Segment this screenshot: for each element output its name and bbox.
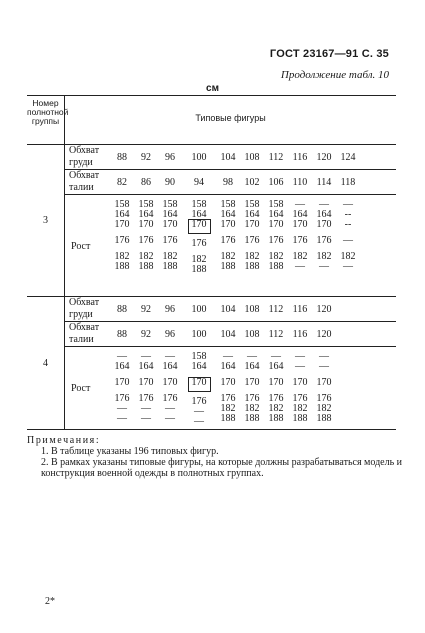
param-label-line: Обхват bbox=[69, 170, 100, 181]
height-value: 170 bbox=[316, 377, 332, 388]
page-number: 2* bbox=[45, 596, 55, 607]
value-cell: 112 bbox=[268, 328, 284, 340]
height-value: 182 bbox=[268, 403, 284, 414]
height-value: — bbox=[295, 199, 305, 210]
value-cell: 114 bbox=[316, 176, 332, 188]
notes-title: Примечания: bbox=[27, 435, 101, 446]
height-value: 164 bbox=[162, 209, 178, 220]
height-value: — bbox=[343, 199, 353, 210]
height-value: — bbox=[271, 351, 281, 362]
height-value: 164 bbox=[114, 209, 130, 220]
height-value: 188 bbox=[292, 413, 308, 424]
value-cell: 124 bbox=[340, 151, 356, 163]
height-value: 182 bbox=[268, 251, 284, 262]
waist-row bbox=[65, 170, 396, 195]
value-cell: 104 bbox=[220, 151, 236, 163]
height-value: 176 bbox=[162, 393, 178, 404]
height-cell bbox=[264, 200, 288, 272]
height-value: 164 bbox=[244, 209, 260, 220]
height-cell bbox=[312, 352, 336, 424]
height-value: — bbox=[295, 351, 305, 362]
group-number: 3 bbox=[27, 145, 65, 296]
param-label-line: талии bbox=[69, 334, 94, 345]
height-value-boxed: 170 bbox=[188, 219, 211, 234]
height-value: 164 bbox=[220, 209, 236, 220]
value-cells bbox=[110, 170, 396, 194]
value-cell: 116 bbox=[292, 151, 308, 163]
height-value: 170 bbox=[162, 377, 178, 388]
group-4 bbox=[27, 297, 396, 430]
height-value: 176 bbox=[316, 393, 332, 404]
param-label bbox=[65, 322, 110, 346]
height-value: — bbox=[295, 261, 305, 272]
notes bbox=[27, 435, 407, 479]
value-cell: 120 bbox=[316, 328, 332, 340]
group-body bbox=[65, 297, 396, 429]
height-value: 176 bbox=[244, 235, 260, 246]
height-value: 158 bbox=[162, 199, 178, 210]
height-value: — bbox=[194, 416, 204, 427]
param-label-line: талии bbox=[69, 182, 94, 193]
height-cell bbox=[158, 200, 182, 272]
height-value: 176 bbox=[292, 393, 308, 404]
height-value: 188 bbox=[138, 261, 154, 272]
height-value: 188 bbox=[244, 261, 260, 272]
height-cell bbox=[182, 352, 216, 427]
height-value: 164 bbox=[268, 209, 284, 220]
height-value: 164 bbox=[138, 209, 154, 220]
height-value: — bbox=[141, 403, 151, 414]
height-value: 176 bbox=[316, 235, 332, 246]
value-cell: 108 bbox=[244, 303, 260, 315]
value-cell: 88 bbox=[117, 303, 127, 315]
height-value: 182 bbox=[244, 251, 260, 262]
height-value: — bbox=[343, 261, 353, 272]
value-cell: 116 bbox=[292, 303, 308, 315]
value-cell: 92 bbox=[141, 328, 151, 340]
height-value: 182 bbox=[292, 403, 308, 414]
height-value: 158 bbox=[191, 351, 207, 362]
height-value: 170 bbox=[114, 219, 130, 230]
height-value: 176 bbox=[268, 235, 284, 246]
height-value: 176 bbox=[244, 393, 260, 404]
value-cell: 104 bbox=[220, 303, 236, 315]
height-cell bbox=[134, 352, 158, 424]
value-cell: 102 bbox=[244, 176, 260, 188]
height-value: 188 bbox=[114, 261, 130, 272]
height-cell bbox=[240, 200, 264, 272]
param-label bbox=[65, 170, 110, 194]
value-cell: 116 bbox=[292, 328, 308, 340]
height-value: — bbox=[165, 351, 175, 362]
waist-row bbox=[65, 322, 396, 347]
height-value: — bbox=[343, 235, 353, 246]
value-cell: 92 bbox=[141, 303, 151, 315]
height-value: 164 bbox=[114, 361, 130, 372]
height-cell bbox=[110, 200, 134, 272]
height-cell bbox=[312, 200, 336, 272]
value-cell: 108 bbox=[244, 328, 260, 340]
height-value: — bbox=[223, 351, 233, 362]
height-value: — bbox=[141, 351, 151, 362]
height-value: — bbox=[117, 351, 127, 362]
height-value: 164 bbox=[220, 361, 236, 372]
value-cell: 100 bbox=[191, 328, 207, 340]
value-cell: 96 bbox=[165, 151, 175, 163]
value-cell: 100 bbox=[191, 303, 207, 315]
param-label bbox=[65, 145, 110, 169]
table-continuation: Продолжение табл. 10 bbox=[280, 69, 389, 81]
table-header bbox=[27, 95, 396, 145]
height-value: 182 bbox=[316, 403, 332, 414]
height-value: 170 bbox=[114, 377, 130, 388]
height-value: 170 bbox=[138, 377, 154, 388]
height-value: 164 bbox=[191, 209, 207, 220]
param-label: Рост bbox=[71, 383, 91, 394]
height-value-boxed: 170 bbox=[188, 377, 211, 392]
height-value: 188 bbox=[220, 261, 236, 272]
value-cell: 120 bbox=[316, 151, 332, 163]
height-value: 164 bbox=[244, 361, 260, 372]
height-value: — bbox=[295, 361, 305, 372]
height-value: 176 bbox=[138, 393, 154, 404]
height-cell bbox=[182, 200, 216, 275]
value-cell: 90 bbox=[165, 176, 175, 188]
value-cell: 86 bbox=[141, 176, 151, 188]
height-value: — bbox=[165, 413, 175, 424]
height-value: 182 bbox=[220, 403, 236, 414]
height-value: 158 bbox=[138, 199, 154, 210]
group-3 bbox=[27, 145, 396, 297]
value-cell: 88 bbox=[117, 151, 127, 163]
height-cell bbox=[110, 352, 134, 424]
height-value: 164 bbox=[268, 361, 284, 372]
value-cell: 106 bbox=[268, 176, 284, 188]
value-cell: 100 bbox=[191, 151, 207, 163]
height-value: 170 bbox=[244, 377, 260, 388]
height-value: 158 bbox=[220, 199, 236, 210]
value-cell: 118 bbox=[340, 176, 356, 188]
header-line: группы bbox=[31, 116, 60, 126]
height-value: — bbox=[117, 413, 127, 424]
height-row bbox=[65, 347, 396, 430]
param-label-line: груди bbox=[69, 157, 93, 168]
param-label bbox=[65, 297, 110, 321]
height-value: 182 bbox=[244, 403, 260, 414]
height-value: 158 bbox=[191, 199, 207, 210]
height-cell bbox=[288, 200, 312, 272]
height-cell bbox=[134, 200, 158, 272]
height-value: 164 bbox=[138, 361, 154, 372]
note-item: 2. В рамках указаны типовые фигуры, на которые должны разрабатываться модель и конструкция военной одежды в полнотных группах. bbox=[41, 457, 403, 479]
height-value: — bbox=[194, 406, 204, 417]
height-value: — bbox=[141, 413, 151, 424]
height-value: 176 bbox=[191, 238, 207, 249]
header-line: Номер bbox=[32, 98, 59, 108]
height-value: 170 bbox=[220, 377, 236, 388]
height-value: 188 bbox=[316, 413, 332, 424]
value-cell: 88 bbox=[117, 328, 127, 340]
param-label-line: Обхват bbox=[69, 145, 100, 156]
height-cell bbox=[240, 352, 264, 424]
height-cell bbox=[336, 200, 360, 272]
height-value: 164 bbox=[162, 361, 178, 372]
height-cell bbox=[158, 352, 182, 424]
height-cell bbox=[264, 352, 288, 424]
height-value: 170 bbox=[220, 219, 236, 230]
height-value: — bbox=[165, 403, 175, 414]
value-cell: 98 bbox=[223, 176, 233, 188]
height-value: 170 bbox=[316, 219, 332, 230]
value-cell: 96 bbox=[165, 303, 175, 315]
height-value: 170 bbox=[292, 219, 308, 230]
height-value: 164 bbox=[292, 209, 308, 220]
chest-row bbox=[65, 145, 396, 170]
height-value: 176 bbox=[268, 393, 284, 404]
group-number-header bbox=[27, 95, 69, 144]
height-row bbox=[65, 195, 396, 297]
group-number: 4 bbox=[27, 297, 65, 429]
height-value: 182 bbox=[292, 251, 308, 262]
height-value: 176 bbox=[220, 393, 236, 404]
height-value: — bbox=[319, 361, 329, 372]
param-label-line: Обхват bbox=[69, 297, 100, 308]
height-value: 170 bbox=[268, 219, 284, 230]
height-value: — bbox=[319, 351, 329, 362]
value-cell: 94 bbox=[194, 176, 204, 188]
height-value: 158 bbox=[244, 199, 260, 210]
value-cell: 110 bbox=[292, 176, 308, 188]
height-value: — bbox=[117, 403, 127, 414]
document-code: ГОСТ 23167—91 С. 35 bbox=[269, 48, 389, 60]
table-top-border bbox=[27, 95, 396, 96]
header-line: полнотной bbox=[27, 107, 69, 117]
height-value: 170 bbox=[268, 377, 284, 388]
height-cell bbox=[216, 352, 240, 424]
height-value: — bbox=[319, 261, 329, 272]
height-cell bbox=[216, 200, 240, 272]
height-value: 170 bbox=[138, 219, 154, 230]
height-value: 176 bbox=[220, 235, 236, 246]
height-value: 188 bbox=[220, 413, 236, 424]
height-cell bbox=[288, 352, 312, 424]
value-cells bbox=[110, 145, 396, 169]
chest-row bbox=[65, 297, 396, 322]
note-item: 1. В таблице указаны 196 типовых фигур. bbox=[41, 446, 219, 457]
height-value: 188 bbox=[268, 413, 284, 424]
param-label: Рост bbox=[71, 240, 91, 252]
height-value: 176 bbox=[114, 393, 130, 404]
figures-header: Типовые фигуры bbox=[195, 113, 266, 123]
value-cells bbox=[110, 195, 396, 297]
height-value: 182 bbox=[340, 251, 356, 262]
height-value: -- bbox=[344, 219, 352, 230]
value-cells bbox=[110, 297, 396, 321]
height-value: 164 bbox=[316, 209, 332, 220]
value-cell: 112 bbox=[268, 303, 284, 315]
value-cell: 96 bbox=[165, 328, 175, 340]
height-value: 188 bbox=[191, 264, 207, 275]
unit-label: см bbox=[206, 83, 219, 94]
value-cell: 112 bbox=[268, 151, 284, 163]
height-value: 182 bbox=[162, 251, 178, 262]
height-value: 176 bbox=[191, 396, 207, 407]
value-cell: 104 bbox=[220, 328, 236, 340]
height-value: 170 bbox=[292, 377, 308, 388]
height-value: 158 bbox=[268, 199, 284, 210]
value-cell: 92 bbox=[141, 151, 151, 163]
height-value: 182 bbox=[220, 251, 236, 262]
height-value: 188 bbox=[244, 413, 260, 424]
height-value: 182 bbox=[191, 254, 207, 265]
value-cell: 82 bbox=[117, 176, 127, 188]
value-cells bbox=[110, 347, 396, 430]
height-value: 170 bbox=[244, 219, 260, 230]
height-value: 188 bbox=[268, 261, 284, 272]
height-value: 176 bbox=[138, 235, 154, 246]
height-value: 170 bbox=[162, 219, 178, 230]
height-value: -- bbox=[344, 209, 352, 220]
param-label-line: груди bbox=[69, 309, 93, 320]
height-value: — bbox=[319, 199, 329, 210]
height-value: 182 bbox=[316, 251, 332, 262]
param-label-line: Обхват bbox=[69, 322, 100, 333]
height-value: 176 bbox=[292, 235, 308, 246]
group-body bbox=[65, 145, 396, 296]
height-value: 182 bbox=[114, 251, 130, 262]
height-value: 182 bbox=[138, 251, 154, 262]
value-cells bbox=[110, 322, 396, 346]
height-value: 164 bbox=[191, 361, 207, 372]
height-value: 188 bbox=[162, 261, 178, 272]
value-cell: 120 bbox=[316, 303, 332, 315]
value-cell: 108 bbox=[244, 151, 260, 163]
height-value: 158 bbox=[114, 199, 130, 210]
height-value: 176 bbox=[162, 235, 178, 246]
height-value: 176 bbox=[114, 235, 130, 246]
height-value: — bbox=[247, 351, 257, 362]
